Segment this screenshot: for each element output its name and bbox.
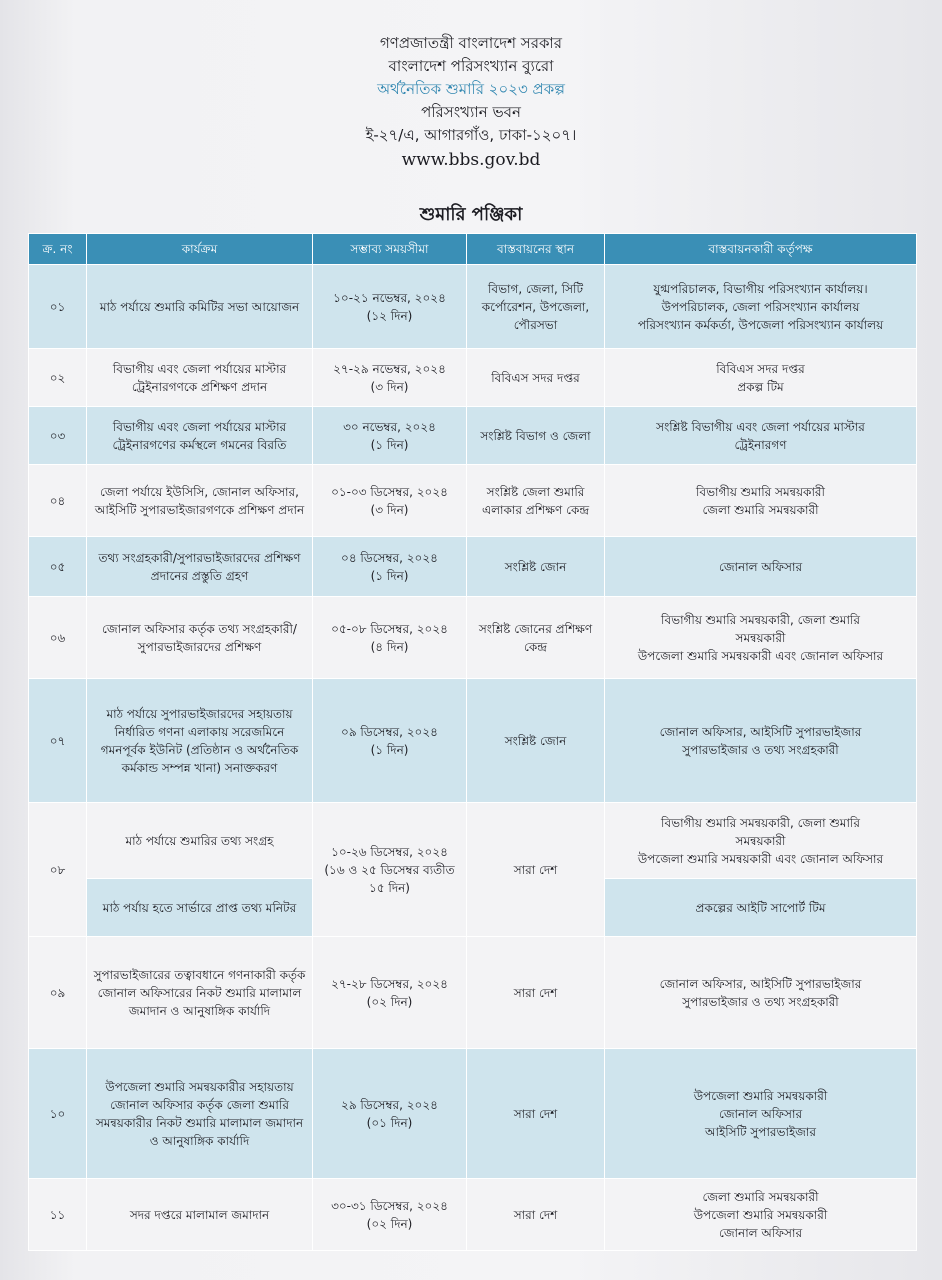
table-row xyxy=(29,265,917,349)
cell-activity: বিভাগীয় এবং জেলা পর্যায়ের মাস্টার ট্রেইনারগণের কর্মস্থলে গমনের বিরতি xyxy=(87,407,313,465)
cell-serial: ০৮ xyxy=(29,803,87,937)
duration-text: (১২ দিন) xyxy=(366,308,413,323)
table-row xyxy=(29,1179,917,1251)
table-row xyxy=(29,407,917,465)
cell-serial: ০২ xyxy=(29,349,87,407)
time-text: ০৫-০৮ ডিসেম্বর, ২০২৪ xyxy=(331,621,448,636)
authority-line: উপজেলা শুমারি সমন্বয়কারী xyxy=(693,1088,828,1103)
cell-serial: ০৫ xyxy=(29,537,87,597)
time-text: ১০-২৬ ডিসেম্বর, ২০২৪ xyxy=(331,844,448,859)
authority-line: জোনাল অফিসার xyxy=(718,1225,803,1240)
cell-timeframe xyxy=(313,597,467,679)
cell-activity: তথ্য সংগ্রহকারী/সুপারভাইজারদের প্রশিক্ষণ প্রদানের প্রস্তুতি গ্রহণ xyxy=(87,537,313,597)
time-text: ১০-২১ নভেম্বর, ২০২৪ xyxy=(333,290,446,305)
cell-activity: মাঠ পর্যায়ে সুপারভাইজারদের সহায়তায় নির্ধারিত গণনা এলাকায় সরেজমিনে গমনপূর্বক ইউনিট (প্রতিষ্ঠান ও অর্থনৈতিক কর্মকান্ড সম্পন্ন খানা) সনাক্তকরণ xyxy=(87,679,313,803)
schedule-table xyxy=(28,233,917,1251)
authority-line: আইসিটি সুপারভাইজার xyxy=(704,1124,817,1139)
cell-timeframe xyxy=(313,1049,467,1179)
cell-timeframe xyxy=(313,265,467,349)
cell-serial: ০১ xyxy=(29,265,87,349)
cell-timeframe xyxy=(313,937,467,1049)
cell-authority xyxy=(605,679,917,803)
time-text: ২৭-২৮ ডিসেম্বর, ২০২৪ xyxy=(331,976,448,991)
cell-authority xyxy=(605,465,917,537)
table-row xyxy=(29,349,917,407)
duration-text: (৩ দিন) xyxy=(370,379,409,394)
cell-activity: মাঠ পর্যায়ে শুমারি কমিটির সভা আয়োজন xyxy=(87,265,313,349)
cell-authority xyxy=(605,349,917,407)
cell-timeframe xyxy=(313,349,467,407)
cell-activity: মাঠ পর্যায় হতে সার্ভারে প্রাপ্ত তথ্য মনিটর xyxy=(87,879,313,937)
cell-authority xyxy=(605,407,917,465)
cell-serial: ০৬ xyxy=(29,597,87,679)
authority-line: জেলা শুমারি সমন্বয়কারী xyxy=(702,1189,819,1204)
authority-line: উপজেলা শুমারি সমন্বয়কারী এবং জোনাল অফিসার xyxy=(637,851,884,866)
cell-place: সংশ্লিষ্ট জোনের প্রশিক্ষণ কেন্দ্র xyxy=(467,597,605,679)
cell-place: বিভাগ, জেলা, সিটি কর্পোরেশন, উপজেলা, পৌরসভা xyxy=(467,265,605,349)
authority-line: সংশ্লিষ্ট বিভাগীয় এবং জেলা পর্যায়ের মাস্টার xyxy=(656,419,865,434)
authority-line: জোনাল অফিসার xyxy=(718,559,803,574)
duration-text: (১ দিন) xyxy=(370,742,409,757)
authority-line: উপজেলা শুমারি সমন্বয়কারী xyxy=(693,1207,828,1222)
cell-authority xyxy=(605,937,917,1049)
authority-line: উপজেলা শুমারি সমন্বয়কারী এবং জোনাল অফিসার xyxy=(637,648,884,663)
cell-authority xyxy=(605,265,917,349)
duration-text: (১৬ ও ২৫ ডিসেম্বর ব্যতীত ১৫ দিন) xyxy=(324,862,455,895)
cell-timeframe xyxy=(313,679,467,803)
time-text: ৩০ নভেম্বর, ২০২৪ xyxy=(343,419,436,434)
authority-line: বিবিএস সদর দপ্তর xyxy=(716,361,805,376)
cell-place: সংশ্লিষ্ট জোন xyxy=(467,537,605,597)
time-text: ০৪ ডিসেম্বর, ২০২৪ xyxy=(341,550,438,565)
authority-line: বিভাগীয় শুমারি সমন্বয়কারী, জেলা শুমারি xyxy=(661,815,860,830)
authority-line: ট্রেইনারগণ xyxy=(734,437,787,452)
authority-line: জোনাল অফিসার, আইসিটি সুপারভাইজার xyxy=(659,976,862,991)
table-row xyxy=(29,937,917,1049)
authority-line: প্রকল্প টিম xyxy=(737,379,784,394)
cell-authority xyxy=(605,597,917,679)
cell-timeframe xyxy=(313,1179,467,1251)
duration-text: (৩ দিন) xyxy=(370,502,409,517)
cell-serial: ১১ xyxy=(29,1179,87,1251)
col-activity: কার্যক্রম xyxy=(87,234,313,265)
table-row xyxy=(29,597,917,679)
time-text: ০১-০৩ ডিসেম্বর, ২০২৪ xyxy=(331,484,448,499)
cell-activity: জোনাল অফিসার কর্তৃক তথ্য সংগ্রহকারী/সুপারভাইজারদের প্রশিক্ষণ xyxy=(87,597,313,679)
header-bureau: বাংলাদেশ পরিসংখ্যান ব্যুরো xyxy=(388,57,554,75)
cell-place: সংশ্লিষ্ট বিভাগ ও জেলা xyxy=(467,407,605,465)
cell-authority xyxy=(605,537,917,597)
authority-line: সুপারভাইজার ও তথ্য সংগ্রহকারী xyxy=(682,994,839,1009)
table-row xyxy=(29,465,917,537)
authority-line: জোনাল অফিসার xyxy=(718,1106,803,1121)
authority-line: জোনাল অফিসার, আইসিটি সুপারভাইজার xyxy=(659,724,862,739)
table-header-row xyxy=(29,234,917,265)
cell-activity: উপজেলা শুমারি সমন্বয়কারীর সহায়তায় জোনাল অফিসার কর্তৃক জেলা শুমারি সমন্বয়কারীর নিকট শুমারি মালামাল জমাদান ও আনুষাঙ্গিক কার্যাদি xyxy=(87,1049,313,1179)
cell-authority xyxy=(605,1049,917,1179)
header-building: পরিসংখ্যান ভবন xyxy=(421,103,521,121)
page-title: শুমারি পঞ্জিকা xyxy=(419,204,523,225)
authority-line: বিভাগীয় শুমারি সমন্বয়কারী, জেলা শুমারি xyxy=(661,612,860,627)
header-government: গণপ্রজাতন্ত্রী বাংলাদেশ সরকার xyxy=(379,34,563,52)
cell-place: সংশ্লিষ্ট জোন xyxy=(467,679,605,803)
cell-place: সারা দেশ xyxy=(467,803,605,937)
authority-line: সমন্বয়কারী xyxy=(735,630,786,645)
cell-serial: ০৭ xyxy=(29,679,87,803)
header-address: ই-২৭/এ, আগারগাঁও, ঢাকা-১২০৭। xyxy=(365,126,577,144)
cell-timeframe xyxy=(313,407,467,465)
cell-activity: মাঠ পর্যায়ে শুমারির তথ্য সংগ্রহ xyxy=(87,803,313,879)
cell-activity: সদর দপ্তরে মালামাল জমাদান xyxy=(87,1179,313,1251)
cell-timeframe xyxy=(313,465,467,537)
cell-serial: ০৩ xyxy=(29,407,87,465)
cell-place: সারা দেশ xyxy=(467,937,605,1049)
cell-authority xyxy=(605,1179,917,1251)
cell-authority: প্রকল্পের আইটি সাপোর্ট টিম xyxy=(605,879,917,937)
cell-activity: বিভাগীয় এবং জেলা পর্যায়ের মাস্টার ট্রেইনারগণকে প্রশিক্ষণ প্রদান xyxy=(87,349,313,407)
table-row xyxy=(29,679,917,803)
cell-place: বিবিএস সদর দপ্তর xyxy=(467,349,605,407)
duration-text: (০২ দিন) xyxy=(366,994,413,1009)
authority-line: বিভাগীয় শুমারি সমন্বয়কারী xyxy=(696,484,825,499)
header-project: অর্থনৈতিক শুমারি ২০২৩ প্রকল্প xyxy=(377,80,565,98)
duration-text: (০১ দিন) xyxy=(366,1115,413,1130)
duration-text: (০২ দিন) xyxy=(366,1216,413,1231)
time-text: ৩০-৩১ ডিসেম্বর, ২০২৪ xyxy=(331,1198,448,1213)
cell-serial: ০৯ xyxy=(29,937,87,1049)
cell-activity: সুপারভাইজারের তত্বাবধানে গণনাকারী কর্তৃক জোনাল অফিসারের নিকট শুমারি মালামাল জমাদান ও আনুষাঙ্গিক কার্যাদি xyxy=(87,937,313,1049)
cell-serial: ১০ xyxy=(29,1049,87,1179)
authority-line: সমন্বয়কারী xyxy=(735,833,786,848)
table-row xyxy=(29,537,917,597)
cell-serial: ০৪ xyxy=(29,465,87,537)
cell-timeframe xyxy=(313,803,467,937)
col-place: বাস্তবায়নের স্থান xyxy=(467,234,605,265)
cell-place: সংশ্লিষ্ট জেলা শুমারি এলাকার প্রশিক্ষণ কেন্দ্র xyxy=(467,465,605,537)
header-website: www.bbs.gov.bd xyxy=(401,150,541,170)
duration-text: (৪ দিন) xyxy=(370,639,409,654)
cell-timeframe xyxy=(313,537,467,597)
time-text: ২৭-২৯ নভেম্বর, ২০২৪ xyxy=(333,361,446,376)
duration-text: (১ দিন) xyxy=(370,437,409,452)
cell-activity: জেলা পর্যায়ে ইউসিসি, জোনাল অফিসার, আইসিটি সুপারভাইজারগণকে প্রশিক্ষণ প্রদান xyxy=(87,465,313,537)
letterhead xyxy=(0,32,942,173)
cell-place: সারা দেশ xyxy=(467,1179,605,1251)
authority-line: জেলা শুমারি সমন্বয়কারী xyxy=(702,502,819,517)
authority-line: পরিসংখ্যান কর্মকর্তা, উপজেলা পরিসংখ্যান কার্যালয় xyxy=(637,317,884,332)
time-text: ২৯ ডিসেম্বর, ২০২৪ xyxy=(341,1097,438,1112)
duration-text: (১ দিন) xyxy=(370,568,409,583)
cell-authority xyxy=(605,803,917,879)
col-serial: ক্র. নং xyxy=(29,234,87,265)
time-text: ০৯ ডিসেম্বর, ২০২৪ xyxy=(341,724,438,739)
authority-line: সুপারভাইজার ও তথ্য সংগ্রহকারী xyxy=(682,742,839,757)
authority-line: যুগ্মপরিচালক, বিভাগীয় পরিসংখ্যান কার্যালয়। xyxy=(653,281,868,296)
table-row xyxy=(29,1049,917,1179)
cell-place: সারা দেশ xyxy=(467,1049,605,1179)
col-timeframe: সম্ভাব্য সময়সীমা xyxy=(313,234,467,265)
table-row xyxy=(29,803,917,879)
authority-line: উপপরিচালক, জেলা পরিসংখ্যান কার্যালয় xyxy=(661,299,860,314)
col-authority: বাস্তবায়নকারী কর্তৃপক্ষ xyxy=(605,234,917,265)
